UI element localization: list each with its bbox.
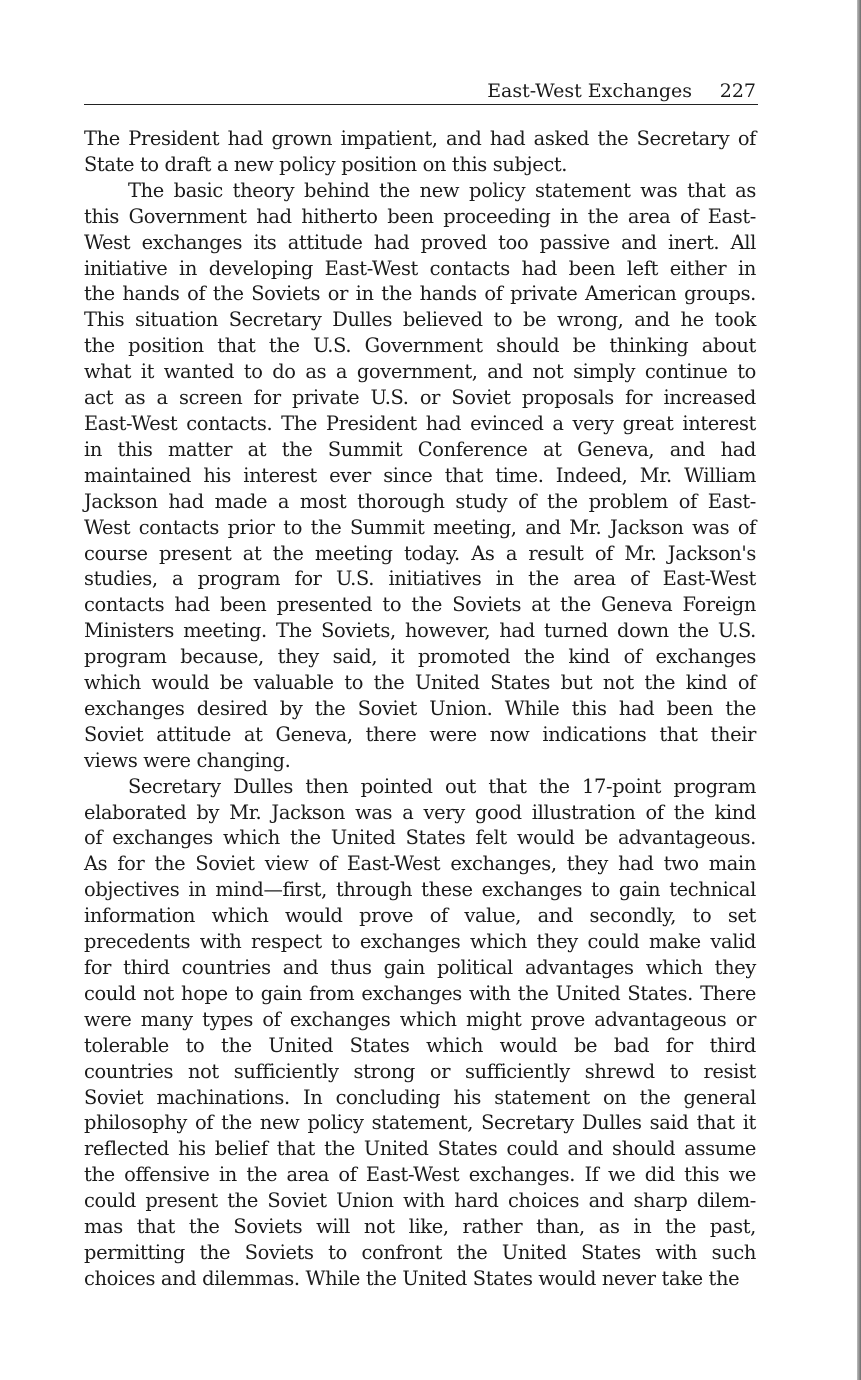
text-line: maintained his interest ever since that time. Indeed, Mr. William [84,463,756,487]
text-line: philosophy of the new policy statement, Secretary Dulles said that it [84,1111,756,1135]
text-line: of exchanges which the United States felt would be advantageous. [84,826,756,850]
text-line: which would be valuable to the United States but not the kind of [84,671,756,695]
page-number: 227 [719,80,756,102]
text-line: the position that the U.S. Government should be thinking about [84,334,756,358]
text-line: views were changing. [84,748,291,772]
text-line: exchanges desired by the Soviet Union. While this had been the [84,696,756,720]
text-line: were many types of exchanges which might prove advantageous or [84,1007,756,1031]
text-line: mas that the Soviets will not like, rather than, as in the past, [84,1215,756,1239]
text-line: West exchanges its attitude had proved too passive and inert. All [84,230,756,254]
text-line: tolerable to the United States which would be bad for third [84,1033,756,1057]
text-line: The basic theory behind the new policy statement was that as [128,178,756,202]
text-line: program because, they said, it promoted the kind of exchanges [84,645,756,669]
text-line: this Government had hitherto been proceeding in the area of East- [84,204,756,228]
text-line: This situation Secretary Dulles believed to be wrong, and he took [84,308,756,332]
text-line: contacts had been presented to the Soviets at the Geneva Foreign [84,593,756,617]
text-line: course present at the meeting today. As a result of Mr. Jackson's [84,541,756,565]
text-line: East-West contacts. The President had evinced a very great interest [84,411,756,435]
text-line: initiative in developing East-West contacts had been left either in [84,256,756,280]
text-line: As for the Soviet view of East-West exchanges, they had two main [84,852,756,876]
text-line: Soviet machinations. In concluding his statement on the general [84,1085,756,1109]
text-line: could present the Soviet Union with hard choices and sharp dilem- [84,1189,756,1213]
text-line: Secretary Dulles then pointed out that the 17-point program [128,774,756,798]
text-line: Ministers meeting. The Soviets, however, had turned down the U.S. [84,619,756,643]
text-line: reflected his belief that the United States could and should assume [84,1137,756,1161]
text-line: elaborated by Mr. Jackson was a very good illustration of the kind [84,800,756,824]
text-line: permitting the Soviets to confront the United States with such [84,1240,756,1264]
text-line: what it wanted to do as a government, and not simply continue to [84,360,756,384]
text-line: The President had grown impatient, and had asked the Secretary of [84,127,756,150]
text-line: objectives in mind—first, through these exchanges to gain technical [84,878,756,902]
text-line: the hands of the Soviets or in the hands of private American groups. [84,282,756,306]
text-line: act as a screen for private U.S. or Soviet proposals for increased [84,386,756,410]
text-line: Jackson had made a most thorough study of the problem of East- [84,489,756,513]
running-head [84,74,758,105]
text-line: studies, a program for U.S. initiatives in the area of East-West [84,567,756,591]
text-line: choices and dilemmas. While the United States would never take the [84,1266,740,1290]
running-head-title: East-West Exchanges [487,80,692,102]
text-line: countries not sufficiently strong or sufficiently shrewd to resist [84,1059,756,1083]
text-line: Soviet attitude at Geneva, there were now indications that their [84,722,756,746]
text-line: information which would prove of value, and secondly, to set [84,904,756,928]
text-line: for third countries and thus gain political advantages which they [84,956,756,979]
text-line: in this matter at the Summit Conference at Geneva, and had [84,437,756,461]
text-line: could not hope to gain from exchanges with the United States. There [84,981,756,1005]
text-line: the offensive in the area of East-West exchanges. If we did this we [84,1163,756,1187]
text-line: West contacts prior to the Summit meeting, and Mr. Jackson was of [84,515,756,539]
body-text [84,126,756,1292]
book-spine-edge [857,0,861,1380]
text-line: State to draft a new policy position on this subject. [84,152,568,176]
text-line: precedents with respect to exchanges which they could make valid [84,930,756,954]
